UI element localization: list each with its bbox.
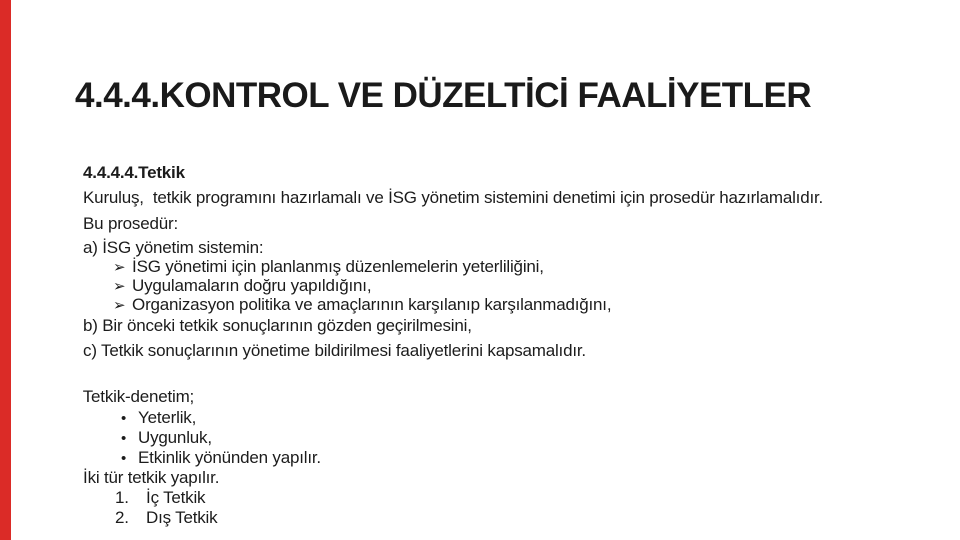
bullet-text: İSG yönetimi için planlanmış düzenlemelerin yeterliliğini, xyxy=(132,257,544,276)
bullet-text: Organizasyon politika ve amaçlarının karşılanıp karşılanmadığını, xyxy=(132,295,612,314)
slide-title: 4.4.4.KONTROL VE DÜZELTİCİ FAALİYETLER xyxy=(75,76,812,116)
body-text: Kuruluş, tetkik programını hazırlamalı ve İSG yönetim sistemini denetimi için prosedür hazırlamalıdır. xyxy=(83,188,824,207)
body-text: İki tür tetkik yapılır. xyxy=(83,468,220,487)
numbered-text: İç Tetkik xyxy=(146,488,206,507)
bullet-text: Uygulamaların doğru yapıldığını, xyxy=(132,276,372,295)
body-text: c) Tetkik sonuçlarının yönetime bildirilmesi faaliyetlerini kapsamalıdır. xyxy=(83,341,586,360)
body-text: Tetkik-denetim; xyxy=(82,387,195,406)
dot-bullet-icon: • xyxy=(121,450,127,467)
body-line xyxy=(74,321,586,361)
arrow-bullet-icon: ➢ xyxy=(113,297,126,314)
arrow-bullet-icon: ➢ xyxy=(113,259,126,276)
red-accent-bar xyxy=(0,0,11,540)
section-heading-text: 4.4.4.4.Tetkik xyxy=(83,163,185,182)
numbered-text: Dış Tetkik xyxy=(146,508,218,527)
dot-bullet-icon: • xyxy=(121,430,127,447)
body-text: b) Bir önceki tetkik sonuçlarının gözden geçirilmesini, xyxy=(83,316,472,335)
dot-bullet-icon: • xyxy=(121,410,127,427)
numbered-item xyxy=(106,488,217,528)
bullet-text: Etkinlik yönünden yapılır. xyxy=(138,448,321,467)
body-text: a) İSG yönetim sistemin: xyxy=(83,238,264,257)
bullet-text: Yeterlik, xyxy=(138,408,197,427)
arrow-bullet-icon: ➢ xyxy=(113,278,126,295)
list-number: 2. xyxy=(115,508,129,527)
body-line xyxy=(74,168,823,208)
list-number: 1. xyxy=(115,488,129,507)
body-text: Bu prosedür: xyxy=(83,214,178,233)
bullet-text: Uygunluk, xyxy=(138,428,212,447)
